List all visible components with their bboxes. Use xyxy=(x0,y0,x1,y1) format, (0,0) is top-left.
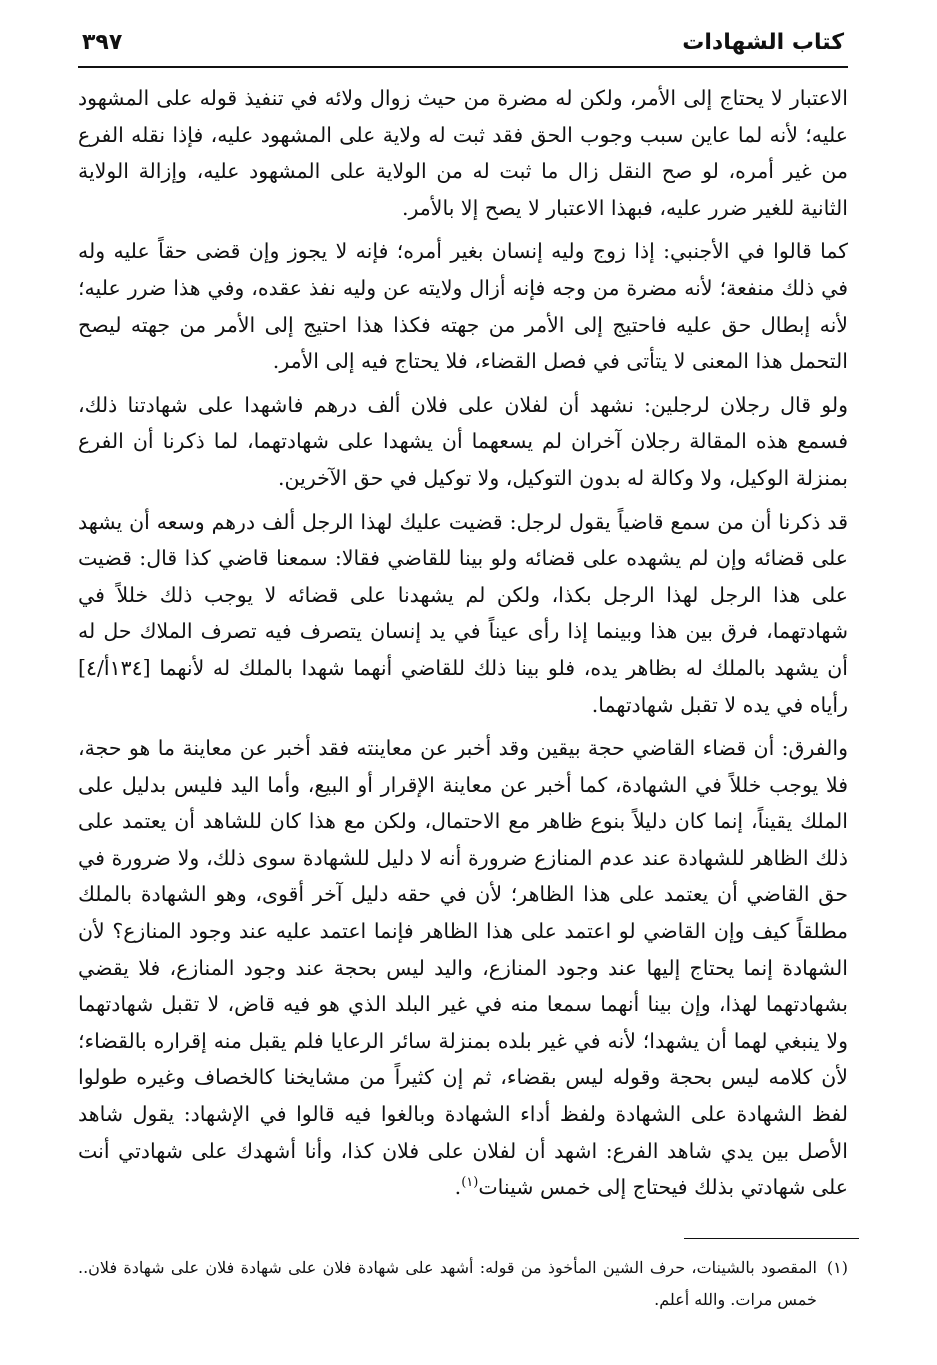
footnote-reference[interactable]: (١) xyxy=(461,1175,479,1191)
paragraph-text: والفرق: أن قضاء القاضي حجة بيقين وقد أخبر عن معاينته فقد أخبر عن معاينة ما هو حجة، فلا يوجب خللاً في الشهادة، كما أخبر عن معاينة الإقرار أو البيع، وأما اليد فليس بدليل على الملك يقيناً، إنما كان دليلاً بنوع ظاهر مع الاحتمال، ولكن مع هذا كان للشاهد أن يعتمد على ذلك الظاهر للشهادة عند عدم المنازع ضرورة أنه لا دليل للشهادة سوى ذلك، ولا ضرورة في حق القاضي أن يعتمد على هذا الظاهر؛ لأن في حقه دليل آخر أقوى، وهو الشهادة بالملك مطلقاً كيف وإن القاضي لو اعتمد على هذا الظاهر فإنما اعتمد عليه عند وجود المنازع؟ لأن الشهادة إنما يحتاج إليها عند وجود المنازع، واليد ليس بحجة عند وجود المنازع، فلا يقضي بشهادتهما لهذا، وإن بينا أنهما سمعا منه في غير البلد الذي هو فيه قاض، لا تقبل شهادتهما ولا ينبغي لهما أن يشهدا؛ لأنه في غير بلده بمنزلة سائر الرعايا فلم يقبل منه إقراره بالقضاء؛ لأن كلامه ليس بحجة وقوله ليس بقضاء، ثم إن كثيراً من مشايخنا كالخصاف وغيره طولوا لفظ الشهادة على الشهادة ولفظ أداء الشهادة وبالغوا فيه قالوا في الإشهاد: يقول شاهد الأصل بين يدي شاهد الفرع: اشهد أن لفلان على فلان كذا، وأنا أشهدك على شهادتي أنت على شهادتي بذلك فيحتاج إلى خمس شينات xyxy=(78,736,848,1200)
footnotes xyxy=(78,1252,848,1316)
page-number: ٣٩٧ xyxy=(82,30,123,55)
footnote-number: (١) xyxy=(826,1258,848,1277)
page-header xyxy=(78,30,848,68)
running-title: كتاب الشهادات xyxy=(682,30,844,55)
paragraph: قد ذكرنا أن من سمع قاضياً يقول لرجل: قضيت عليك لهذا الرجل ألف درهم وسعه أن يشهد على قضائه وإن لم يشهده على قضائه ولو بينا للقاضي فقالا: سمعنا قاضي كذا قال: قضيت على هذا الرجل لهذا الرجل بكذا، ولكن لم يشهدنا على قضائه لا يوجب ذلك خللاً في شهادتهما، فرق بين هذا وبينما إذا رأى عيناً في يد إنسان يتصرف فيه تصرف الملاك حل له أن يشهد بالملك له بظاهر يده، فلو بينا ذلك للقاضي أنهما شهدا بالملك له لأنهما [١٣٤أ/٤] رأياه في يده لا تقبل شهادتهما. xyxy=(78,509,848,717)
paragraph: كما قالوا في الأجنبي: إذا زوج وليه إنسان بغير أمره؛ فإنه لا يجوز وإن قضى حقاً عليه وله في ذلك منفعة؛ لأنه مضرة من وجه فإنه أزال ولايته عن وليه نفذ عقده، وفي هذا ضرر عليه؛ لأنه إبطال حق عليه فاحتيج إلى الأمر من جهته فكذا هذا احتيج إلى الأمر من جهته ليصح التحمل هذا المعنى لا يتأتى في فصل القضاء، فلا يحتاج فيه إلى الأمر. xyxy=(78,239,848,374)
main-text xyxy=(78,80,848,1206)
paragraph: ولو قال رجلان لرجلين: نشهد أن لفلان على فلان ألف درهم فاشهدا على شهادتنا ذلك، فسمع هذه المقالة رجلان آخران لم يسعهما أن يشهدا على شهادتهما، لما ذكرنا أن الفرع بمنزلة الوكيل، ولا وكالة له بدون التوكيل، ولا توكيل في حق الآخرين. xyxy=(78,392,848,490)
paragraph: الاعتبار لا يحتاج إلى الأمر، ولكن له مضرة من حيث زوال ولائه في تنفيذ قوله على المشهود عليه؛ لأنه لما عاين سبب وجوب الحق فقد ثبت له ولاية على المشهود عليه، فإذا نقله الفرع من غير أمره، لو صح النقل زال ما ثبت له من الولاية على المشهود عليه، وإزالة الولاية الثانية للغير ضرر عليه، فبهذا الاعتبار لا يصح إلا بالأمر. xyxy=(78,86,848,220)
footnote-text: المقصود بالشينات، حرف الشين المأخوذ من قوله: أشهد على شهادة فلان على شهادة فلان على شهادة فلان.. خمس مرات. والله أعلم. xyxy=(78,1258,817,1309)
footnote xyxy=(78,1252,848,1316)
paragraph-last: والفرق: أن قضاء القاضي حجة بيقين وقد أخبر عن معاينته فقد أخبر عن معاينة ما هو حجة، فلا يوجب خللاً في الشهادة، كما أخبر عن معاينة الإقرار أو البيع، وأما اليد فليس بدليل على الملك يقيناً، إنما كان دليلاً بنوع ظاهر مع الاحتمال، ولكن مع هذا كان للشاهد أن يعتمد على ذلك الظاهر للشهادة عند عدم المنازع ضرورة أنه لا دليل للشهادة سوى ذلك، ولا ضرورة في حق القاضي أن يعتمد على هذا الظاهر؛ لأن في حقه دليل آخر أقوى، وهو الشهادة بالملك مطلقاً كيف وإن القاضي لو اعتمد على هذا الظاهر فإنما اعتمد عليه عند وجود المنازع؟ لأن الشهادة إنما يحتاج إليها عند وجود المنازع، واليد ليس بحجة عند وجود المنازع، فلا يقضي بشهادتهما لهذا، وإن بينا أنهما سمعا منه في غير البلد الذي هو فيه قاض، لا تقبل شهادتهما ولا ينبغي لهما أن يشهدا؛ لأنه في غير بلده بمنزلة سائر الرعايا فلم يقبل منه إقراره بالقضاء؛ لأن كلامه ليس بحجة وقوله ليس بقضاء، ثم إن كثيراً من مشايخنا كالخصاف وغيره طولوا لفظ الشهادة على الشهادة ولفظ أداء الشهادة وبالغوا فيه قالوا في الإشهاد: يقول شاهد الأصل بين يدي شاهد الفرع: اشهد أن لفلان على فلان كذا، وأنا أشهدك على شهادتي أنت على شهادتي بذلك فيحتاج إلى خمس شينات$^{(١)}$. xyxy=(78,736,848,1200)
footnote-divider xyxy=(684,1238,859,1239)
book-page xyxy=(78,30,848,1213)
